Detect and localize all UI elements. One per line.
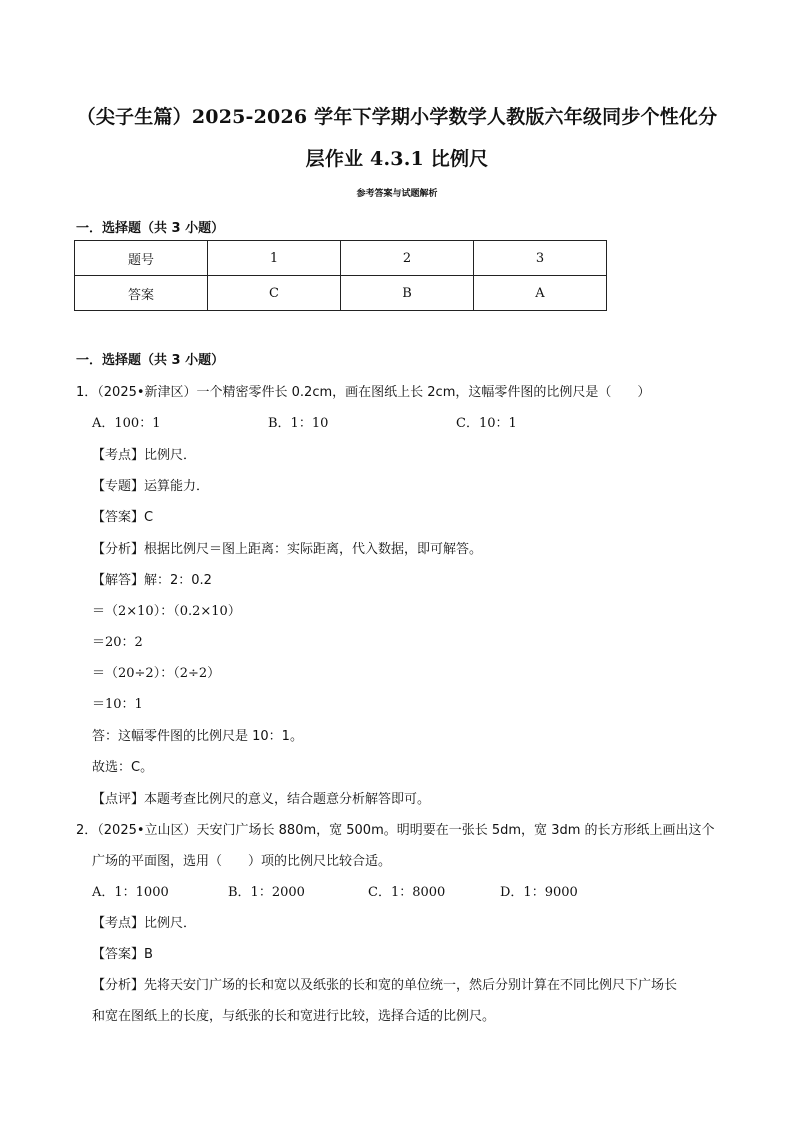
table-cell: B (341, 276, 474, 311)
table-cell: 3 (474, 241, 607, 276)
question-2-option-a: A．1：1000 (92, 885, 169, 900)
question-1-answer-sentence: 答：这幅零件图的比例尺是 10：1。 (92, 729, 303, 744)
question-1-stem: 1．（2025•新津区）一个精密零件长 0.2cm，画在图纸上长 2cm，这幅零件图的比例尺是（ ） (76, 385, 651, 400)
question-2-option-c: C．1：8000 (368, 885, 446, 900)
question-1-kaodian: 【考点】比例尺． (92, 448, 197, 463)
question-1-solution: 【解答】解：2：0.2 (92, 573, 212, 588)
section-heading-summary: 一．选择题（共 3 小题） (76, 221, 225, 236)
question-2-stem-line-1: 2．（2025•立山区）天安门广场长 880m，宽 500m。明明要在一张长 5dm，宽 3dm 的长方形纸上画出这个 (76, 823, 715, 838)
question-1-choice: 故选：C。 (92, 760, 154, 775)
question-2-kaodian: 【考点】比例尺． (92, 916, 197, 931)
title-line-2: 层作业 4.3.1 比例尺 (305, 148, 489, 170)
question-1-step-2: ＝20：2 (92, 635, 143, 650)
question-1-option-c: C．10：1 (456, 416, 517, 431)
question-2-analysis-line-2: 和宽在图纸上的长度，与纸张的长和宽进行比较，选择合适的比例尺。 (92, 1009, 496, 1024)
question-1-zhuanti: 【专题】运算能力． (92, 479, 210, 494)
question-1-option-b: B．1：10 (268, 416, 329, 431)
table-cell: A (474, 276, 607, 311)
question-1-analysis: 【分析】根据比例尺＝图上距离：实际距离，代入数据，即可解答。 (92, 542, 483, 557)
table-cell: 题号 (75, 241, 208, 276)
question-1-step-4: ＝10：1 (92, 697, 143, 712)
document-subtitle: 参考答案与试题解析 (356, 189, 438, 199)
section-heading-detail: 一．选择题（共 3 小题） (76, 353, 225, 368)
question-2-option-d: D．1：9000 (500, 885, 578, 900)
table-row (75, 276, 607, 311)
table-cell: C (208, 276, 341, 311)
question-2-analysis-line-1: 【分析】先将天安门广场的长和宽以及纸张的长和宽的单位统一，然后分别计算在不同比例尺下广场长 (92, 978, 678, 993)
table-cell: 2 (341, 241, 474, 276)
table-row (75, 241, 607, 276)
document-title (60, 96, 734, 180)
title-line-1: （尖子生篇）2025-2026 学年下学期小学数学人教版六年级同步个性化分 (76, 106, 718, 128)
question-2-stem-line-2: 广场的平面图，选用（ ）项的比例尺比较合适。 (92, 854, 392, 869)
question-1-option-a: A．100：1 (92, 416, 161, 431)
question-1-step-1: ＝（2×10）：（0.2×10） (92, 604, 241, 619)
question-2-option-b: B．1：2000 (228, 885, 305, 900)
question-1-comment: 【点评】本题考查比例尺的意义，结合题意分析解答即可。 (92, 792, 431, 807)
table-cell: 答案 (75, 276, 208, 311)
question-1-step-3: ＝（20÷2）：（2÷2） (92, 666, 221, 681)
table-cell: 1 (208, 241, 341, 276)
question-1-answer: 【答案】C (92, 510, 154, 525)
answer-table (74, 240, 607, 311)
question-2-answer: 【答案】B (92, 947, 153, 962)
